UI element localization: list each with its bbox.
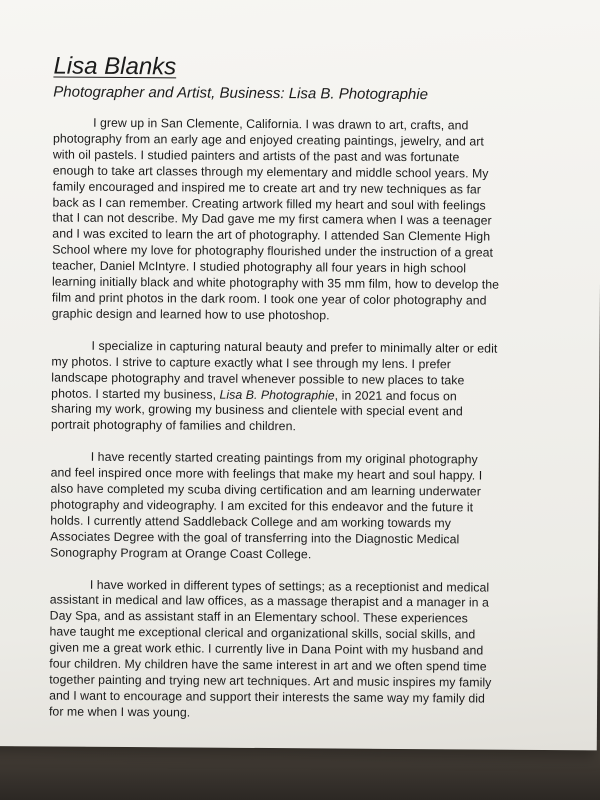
paragraph-work-history: I have worked in different types of settings; as a receptionist and medical assistant in medical and law offices, as a massage therapist and a manager in a Day Spa, and as assistant staff in an Elementary school. These experiences have taught me exceptional clerical and organizational skills, social skills, and given me a great work ethic. I currently live in Dana Point with my husband and four children. My children have the same interest in art and we often spend time together painting and trying new art techniques. Art and music inspires my family and I want to encourage and support their interests the same way my family did for me when I was young.	[48, 577, 492, 720]
business-name: Lisa B. Photographie	[219, 387, 335, 402]
author-subtitle: Photographer and Artist, Business: Lisa B. Photographie	[53, 83, 429, 104]
paragraph-specialty-text-before: I specialize in capturing natural beauty and prefer to minimally alter or edit my photos. I strive to capture exactly what I see through my lens. I prefer landscape photography and travel whenever possible to new places to take photos. I started my business,	[51, 338, 498, 402]
paragraph-childhood: I grew up in San Clemente, California. I was drawn to art, crafts, and photography from an early age and enjoyed creating paintings, jewelry, and art with oil pastels. I studied painters and artists of the past and was fortunate enough to take art classes through my elementary and middle school years. My family encouraged and inspired me to create art and try new techniques as far back as I can remember. Creating artwork filled my heart and soul with feelings that I can not describe. My Dad gave me my first camera when I was a teenager and I was excited to learn the art of photography. I attended San Clemente High School where my love for photography flourished under the instruction of a great teacher, Daniel McIntyre. I studied photography all four years in high school learning initially black and white photography with 35 mm film, how to develop the film and print photos in the dark room. I took one year of color photography and graphic design and learned how to use photoshop.	[51, 115, 500, 323]
paragraph-specialty-text-after: , in 2021 and focus on sharing my work, growing my business and clientele with special event and portrait photography of families and children.	[50, 387, 463, 434]
paragraph-specialty	[51, 338, 500, 437]
author-name: Lisa Blanks	[53, 52, 177, 81]
document-body	[49, 53, 502, 724]
paragraph-education: I have recently started creating paintings from my original photography and feel inspired once more with feelings that make my heart and soul happy. I also have completed my scuba diving certification and am learning underwater photography and videography. I am excited for this endeavor and the future it holds. I currently attend Saddleback College and am working towards my Associates Degree with the goal of transferring into the Diagnostic Medical Sonography Program at Orange Coast College.	[50, 450, 483, 561]
